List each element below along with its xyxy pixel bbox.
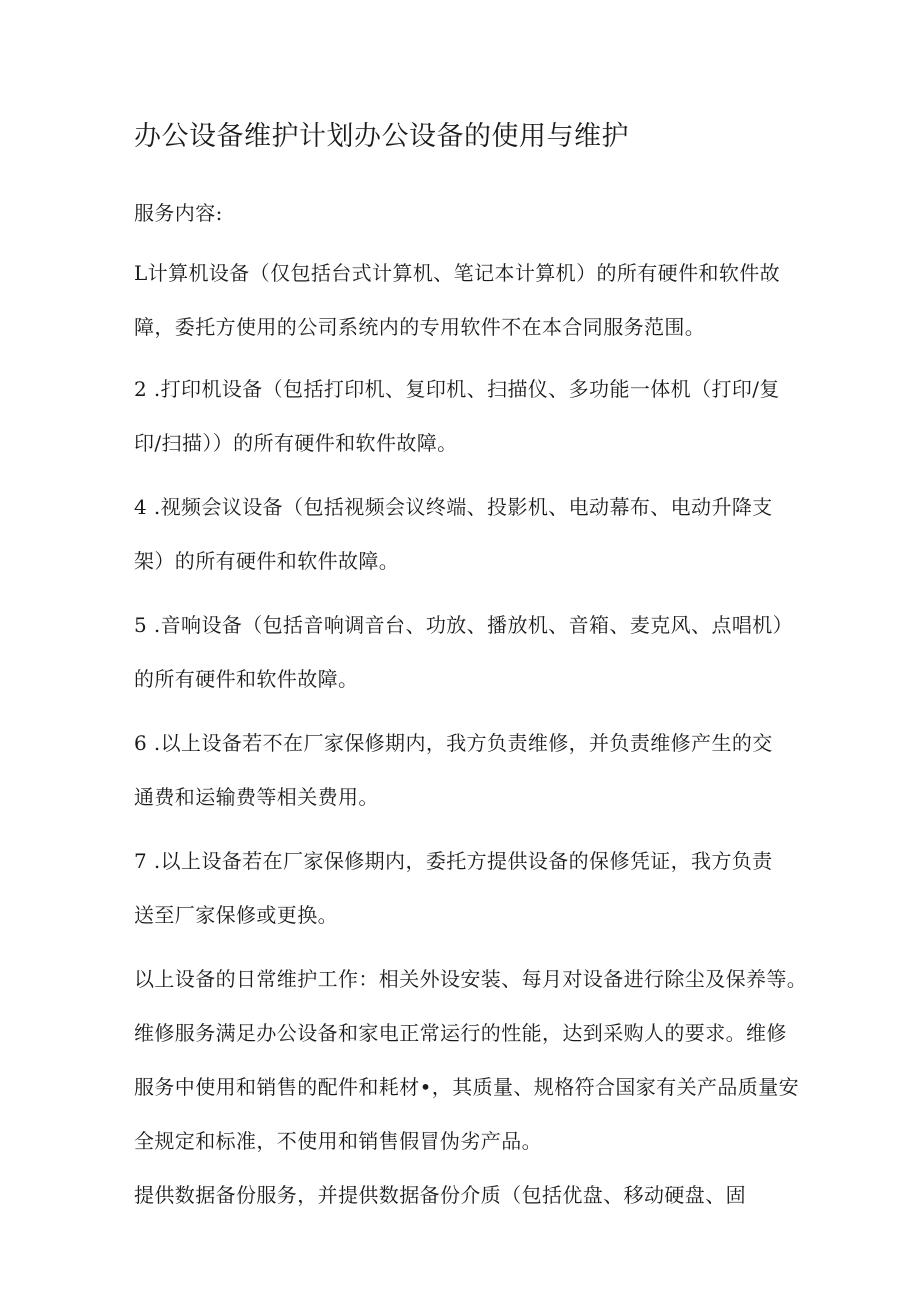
- section-label-text: 服务内容:: [134, 201, 223, 225]
- closing-paragraph: [134, 952, 808, 1222]
- service-item-4: [134, 480, 794, 588]
- service-item-1: [134, 246, 794, 354]
- service-item-6-line-1: 6 .以上设备若不在厂家保修期内，我方负责维修，并负责维修产生的交: [134, 731, 773, 755]
- service-item-5: [134, 598, 794, 706]
- service-item-7: [134, 834, 794, 942]
- closing-line-5: 提供数据备份服务，并提供数据备份介质（包括优盘、移动硬盘、固: [134, 1183, 746, 1207]
- closing-line-3: 服务中使用和销售的配件和耗材•，其质量、规格符合国家有关产品质量安: [134, 1075, 799, 1099]
- service-item-6-line-2: 通费和运输费等相关费用。: [134, 785, 379, 809]
- service-item-5-line-1: 5 .音响设备（包括音响调音台、功放、播放机、音箱、麦克风、点唱机）: [134, 613, 794, 637]
- service-item-2: [134, 362, 794, 470]
- section-label: [134, 186, 794, 240]
- service-item-2-line-1: 2 .打印机设备（包括打印机、复印机、扫描仪、多功能一体机（打印/复: [134, 377, 780, 401]
- service-item-1-line-1: L计算机设备（仅包括台式计算机、笔记本计算机）的所有硬件和软件故: [134, 261, 781, 285]
- service-item-6: [134, 716, 794, 824]
- service-item-1-line-2: 障，委托方使用的公司系统内的专用软件不在本合同服务范围。: [134, 315, 706, 339]
- closing-line-1: 以上设备的日常维护工作：相关外设安装、每月对设备进行除尘及保养等。: [134, 967, 808, 991]
- service-item-7-line-1: 7 .以上设备若在厂家保修期内，委托方提供设备的保修凭证，我方负责: [134, 849, 773, 873]
- closing-line-4: 全规定和标准，不使用和销售假冒伪劣产品。: [134, 1129, 542, 1153]
- closing-line-2: 维修服务满足办公设备和家电正常运行的性能，达到采购人的要求。维修: [134, 1021, 787, 1045]
- service-item-7-line-2: 送至厂家保修或更换。: [134, 903, 338, 927]
- page-title: 办公设备维护计划办公设备的使用与维护: [134, 121, 629, 152]
- service-item-4-line-2: 架）的所有硬件和软件故障。: [134, 549, 400, 573]
- service-item-5-line-2: 的所有硬件和软件故障。: [134, 667, 359, 691]
- service-item-4-line-1: 4 .视频会议设备（包括视频会议终端、投影机、电动幕布、电动升降支: [134, 495, 773, 519]
- service-item-2-line-2: 印/扫描））的所有硬件和软件故障。: [134, 431, 458, 455]
